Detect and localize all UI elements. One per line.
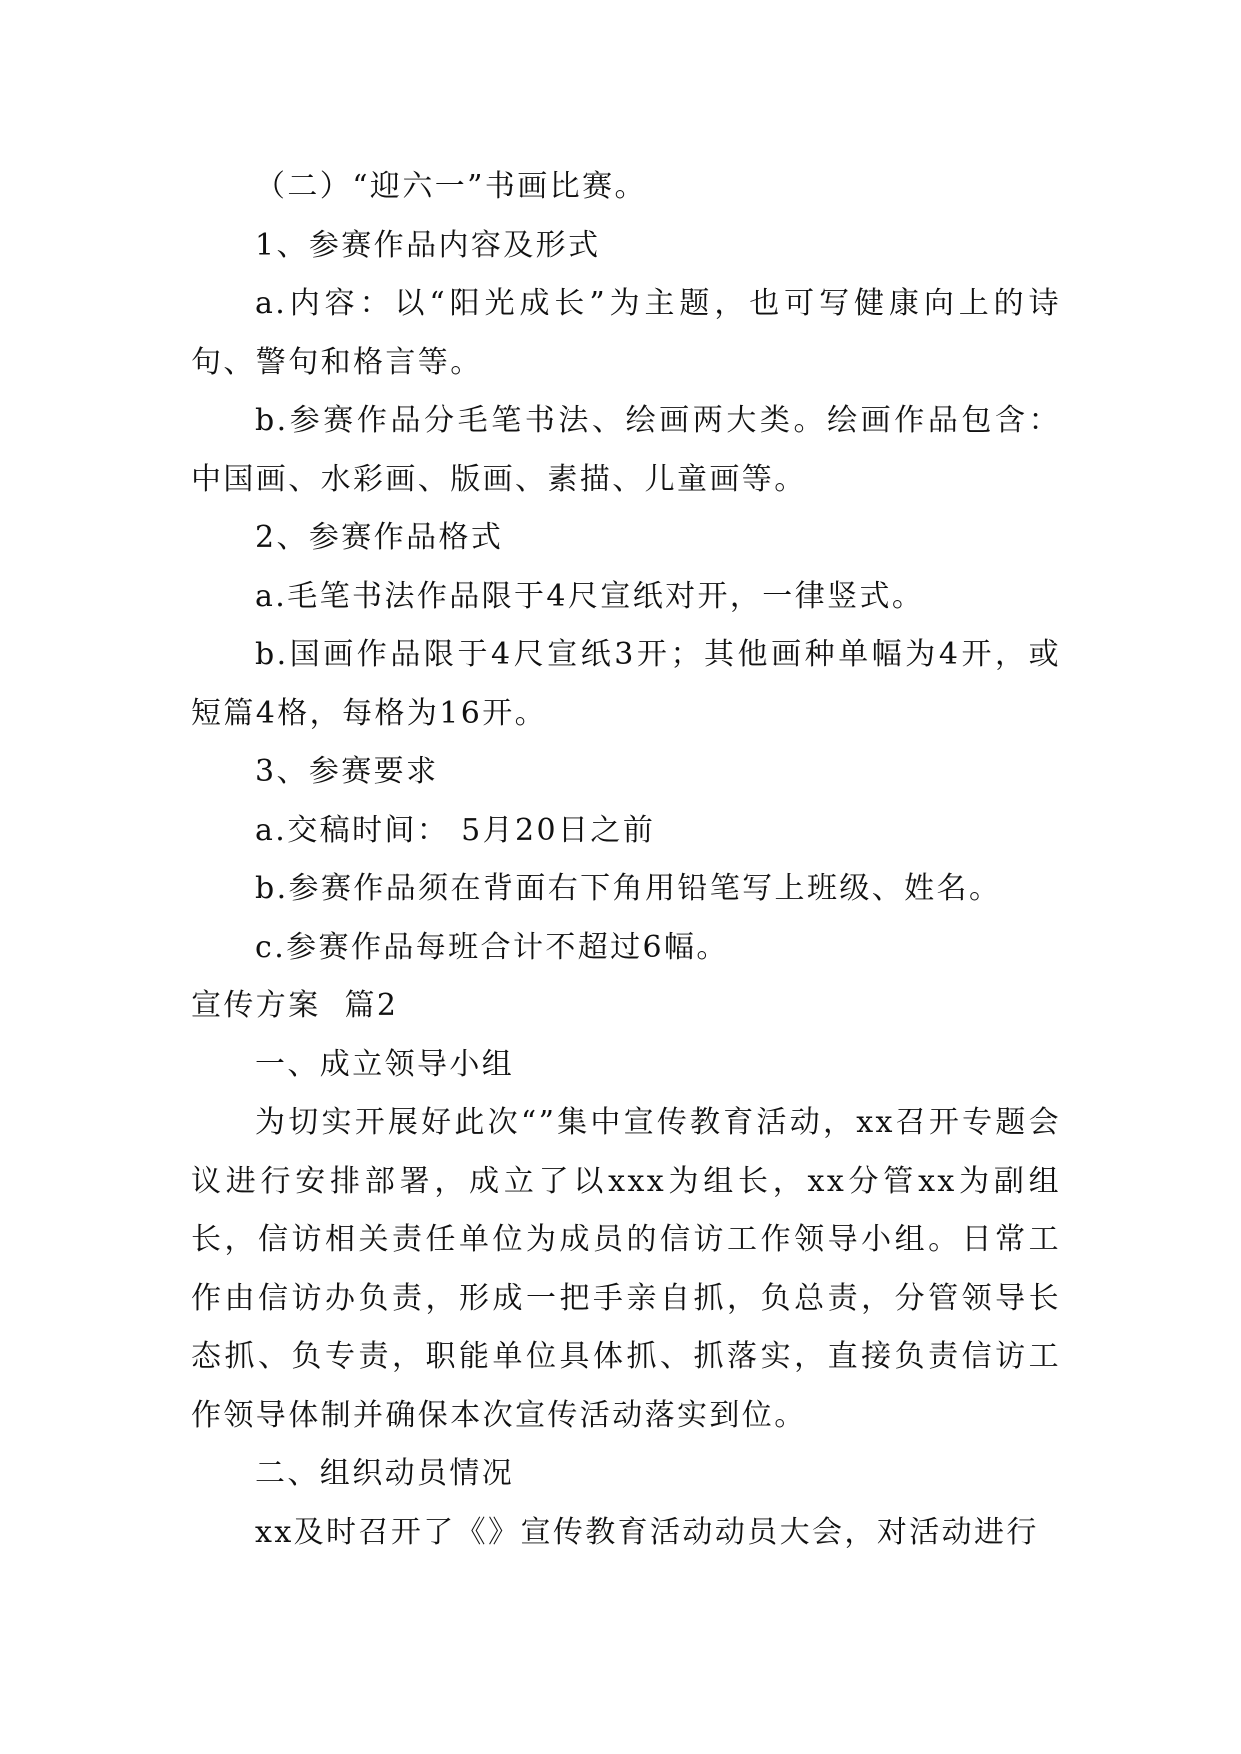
section-heading-painting-contest: （二）“迎六一”书画比赛。 [255, 169, 647, 204]
paragraph-labeling: b.参赛作品须在背面右下角用铅笔写上班级、姓名。 [255, 871, 1002, 906]
subheading-leadership-group: 一、成立领导小组 [255, 1046, 515, 1082]
paragraph-calligraphy-format: a.毛笔书法作品限于4尺宣纸对开，一律竖式。 [255, 578, 925, 614]
subheading-content-form: 1、参赛作品内容及形式 [255, 227, 601, 263]
subheading-mobilization: 二、组织动员情况 [255, 1456, 515, 1491]
paragraph-painting-format: b.国画作品限于4尺宣纸3开；其他画种单幅为4开，或短篇4格，每格为16开。 [191, 637, 1061, 731]
document-body [191, 158, 1061, 1562]
section-title: 宣传方案 篇2 [191, 988, 399, 1023]
subheading-work-format: 2、参赛作品格式 [255, 520, 504, 555]
paragraph-quota: c.参赛作品每班合计不超过6幅。 [255, 929, 729, 965]
paragraph-content-theme: a.内容：以“阳光成长”为主题，也可写健康向上的诗句、警句和格言等。 [191, 286, 1061, 380]
paragraph-work-categories: b.参赛作品分毛笔书法、绘画两大类。绘画作品包含：中国画、水彩画、版画、素描、儿童画等。 [191, 403, 1061, 497]
paragraph-deadline: a.交稿时间： 5月20日之前 [255, 812, 656, 848]
subheading-requirements: 3、参赛要求 [255, 754, 439, 789]
paragraph-mobilization-meeting: xx及时召开了《》宣传教育活动动员大会，对活动进行 [255, 1514, 1039, 1550]
paragraph-leadership-details: 为切实开展好此次“”集中宣传教育活动，xx召开专题会议进行安排部署，成立了以xxx为组长，xx分管xx为副组长，信访相关责任单位为成员的信访工作领导小组。日常工作由信访办负责，形成一把手亲自抓，负总责，分管领导长态抓、负专责，职能单位具体抓、抓落实，直接负责信访工作领导体制并确保本次宣传活动落实到位。 [191, 1105, 1061, 1433]
